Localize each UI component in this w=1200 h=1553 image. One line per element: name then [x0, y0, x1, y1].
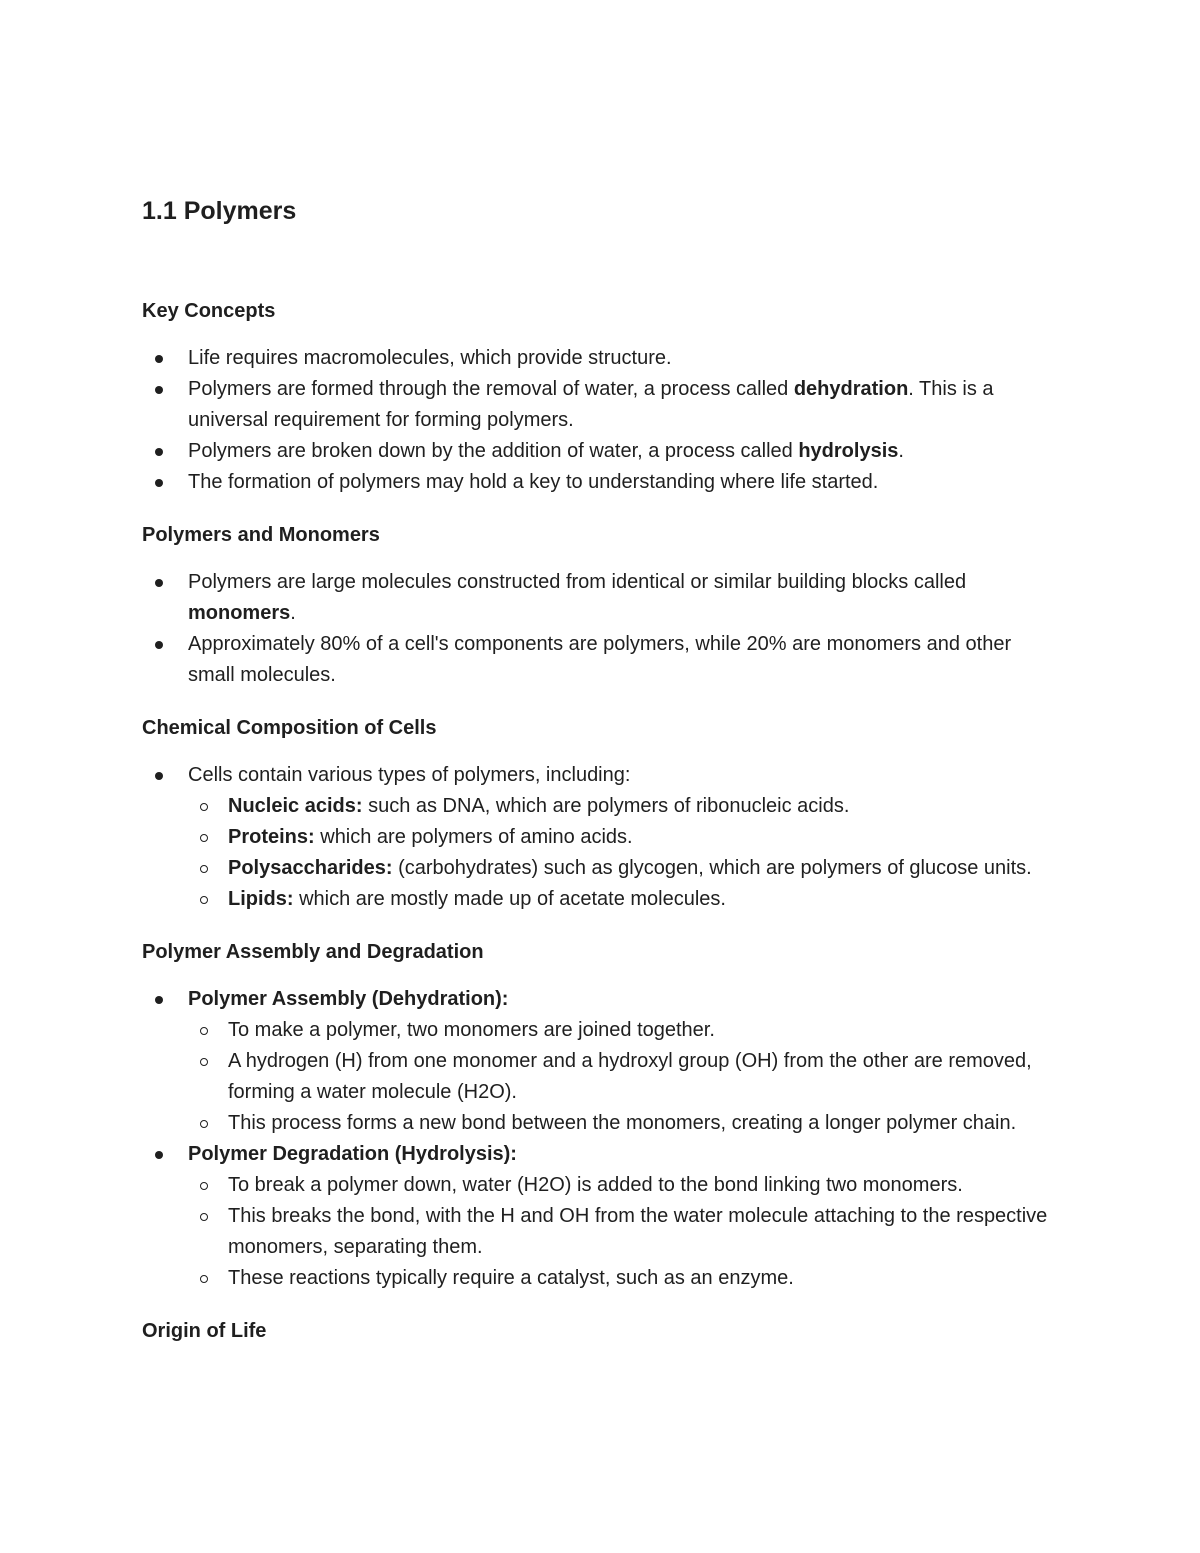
item-text: To make a polymer, two monomers are joined together. [228, 1019, 715, 1041]
item-text: Life requires macromolecules, which provide structure. [188, 347, 672, 369]
item-text: The formation of polymers may hold a key to understanding where life started. [188, 471, 879, 493]
item-text: such as DNA, which are polymers of ribonucleic acids. [362, 795, 850, 817]
section-heading: Polymers and Monomers [142, 524, 380, 546]
page-title: 1.1 Polymers [142, 197, 297, 225]
list-item [142, 467, 1062, 498]
section-polymer-assembly [142, 937, 1062, 1294]
section-heading: Polymer Assembly and Degradation [142, 941, 484, 963]
sub-list-item [188, 853, 1062, 884]
item-text: which are mostly made up of acetate molecules. [293, 888, 726, 910]
list-item [142, 760, 1062, 915]
list-item [142, 984, 1062, 1139]
bold-term: hydrolysis [798, 440, 899, 462]
item-text: Cells contain various types of polymers, including: [188, 764, 631, 786]
sub-list-item [188, 1263, 1062, 1294]
list-item [142, 436, 1062, 467]
section-chemical-composition [142, 713, 1062, 915]
item-text: Polymers are formed through the removal of water, a process called [188, 378, 794, 400]
bullet-list [142, 760, 1062, 915]
item-text: This process forms a new bond between the monomers, creating a longer polymer chain. [228, 1112, 1017, 1134]
item-text: Polymers are broken down by the addition of water, a process called [188, 440, 799, 462]
item-text: which are polymers of amino acids. [314, 826, 633, 848]
section-heading: Key Concepts [142, 300, 276, 322]
sub-list-item [188, 1046, 1062, 1108]
item-text: These reactions typically require a catalyst, such as an enzyme. [228, 1267, 794, 1289]
bold-term: dehydration [793, 378, 909, 400]
item-text: . This is a universal requirement for forming polymers. [188, 378, 994, 431]
list-item [142, 567, 1062, 629]
section-origin-of-life [142, 1316, 1062, 1347]
sub-list-item [188, 1170, 1062, 1201]
bold-term: Proteins: [228, 826, 315, 848]
list-item [142, 1139, 1062, 1294]
sub-list [188, 1015, 1062, 1139]
item-text: A hydrogen (H) from one monomer and a hydroxyl group (OH) from the other are removed, forming a water molecule (H2O). [228, 1050, 1032, 1103]
bold-term: Polymer Assembly (Dehydration): [188, 988, 509, 1010]
bold-term: Polysaccharides: [228, 857, 393, 879]
sub-list-item [188, 822, 1062, 853]
item-text: This breaks the bond, with the H and OH from the water molecule attaching to the respective monomers, separating them. [228, 1205, 1048, 1258]
section-key-concepts [142, 296, 1062, 498]
bold-term: Polymer Degradation (Hydrolysis): [188, 1143, 517, 1165]
document-body [142, 296, 1062, 1369]
sub-list [188, 791, 1062, 915]
list-item [142, 374, 1062, 436]
sub-list [188, 1170, 1062, 1294]
list-item [142, 343, 1062, 374]
bullet-list [142, 567, 1062, 691]
section-heading: Origin of Life [142, 1320, 267, 1342]
item-text: . [898, 440, 904, 462]
item-text: (carbohydrates) such as glycogen, which are polymers of glucose units. [392, 857, 1032, 879]
sub-list-item [188, 1015, 1062, 1046]
item-text: Polymers are large molecules constructed from identical or similar building blocks called [188, 571, 967, 593]
bold-term: Lipids: [228, 888, 294, 910]
sub-list-item [188, 1108, 1062, 1139]
list-item [142, 629, 1062, 691]
item-text: . [290, 602, 296, 624]
sub-list-item [188, 884, 1062, 915]
bullet-list [142, 343, 1062, 498]
bold-term: monomers [188, 602, 291, 624]
item-text: To break a polymer down, water (H2O) is added to the bond linking two monomers. [228, 1174, 963, 1196]
section-polymers-monomers [142, 520, 1062, 691]
item-text: Approximately 80% of a cell's components are polymers, while 20% are monomers and other small molecules. [188, 633, 1012, 686]
section-heading: Chemical Composition of Cells [142, 717, 437, 739]
sub-list-item [188, 791, 1062, 822]
bullet-list [142, 984, 1062, 1294]
bold-term: Nucleic acids: [228, 795, 363, 817]
sub-list-item [188, 1201, 1062, 1263]
